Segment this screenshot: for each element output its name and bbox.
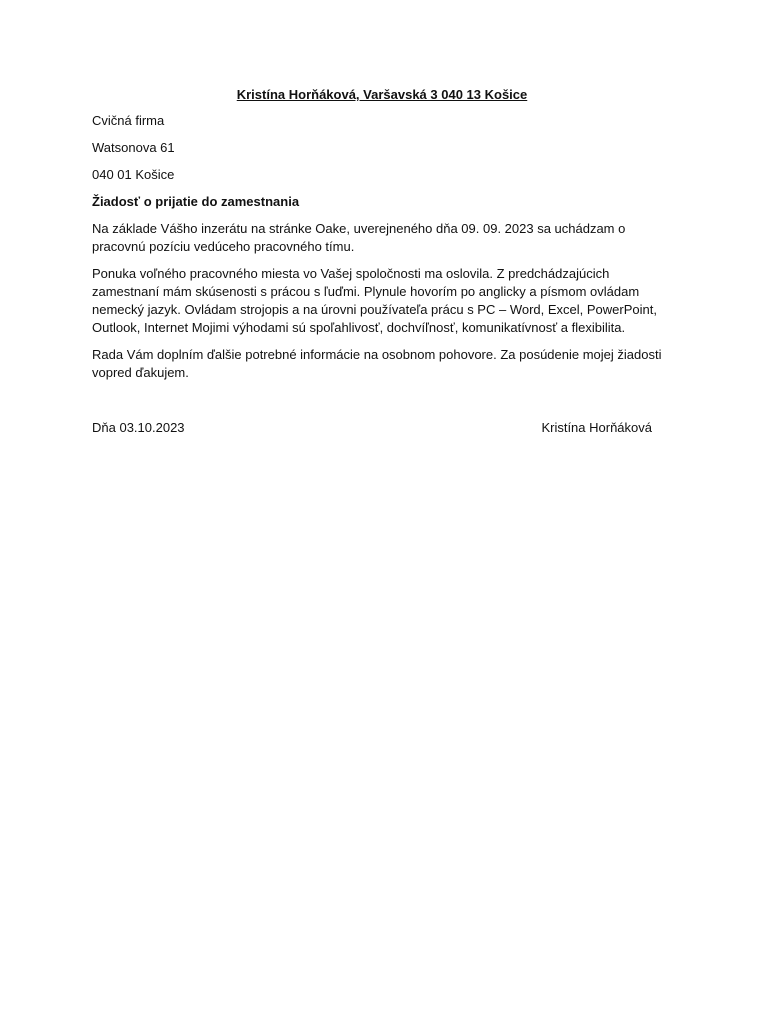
date-line: Dňa 03.10.2023: [92, 420, 185, 435]
letter-subject: Žiadosť o prijatie do zamestnania: [92, 194, 300, 209]
recipient-company: Cvičná firma: [92, 113, 165, 128]
recipient-city: 040 01 Košice: [92, 167, 175, 182]
recipient-street: Watsonova 61: [92, 140, 175, 155]
letter-body: [92, 86, 672, 391]
sender-address: Kristína Horňáková, Varšavská 3 040 13 Košice: [236, 87, 528, 102]
signature: Kristína Horňáková: [541, 420, 652, 435]
paragraph-intro: Na základe Vášho inzerátu na stránke Oake, uverejneného dňa 09. 09. 2023 sa uchádzam o pracovnú pozíciu vedúceho pracovného tímu.: [92, 221, 626, 254]
letter-footer: [92, 419, 652, 437]
paragraph-skills: Ponuka voľného pracovného miesta vo Vašej spoločnosti ma oslovila. Z predchádzajúcich zamestnaní mám skúsenosti s prácou s ľuďmi. Plynule hovorím po anglicky a písmom ovládam nemecký jazyk. Ovládam strojopis a na úrovni používateľa prácu s PC – Word, Excel, PowerPoint, Outlook, Internet Mojimi výhodami sú spoľahlivosť, dochvíľnosť, komunikatívnosť a flexibilita.: [92, 266, 657, 335]
paragraph-closing: Rada Vám doplním ďalšie potrebné informácie na osobnom pohovore. Za posúdenie mojej žiadosti vopred ďakujem.: [92, 347, 662, 380]
